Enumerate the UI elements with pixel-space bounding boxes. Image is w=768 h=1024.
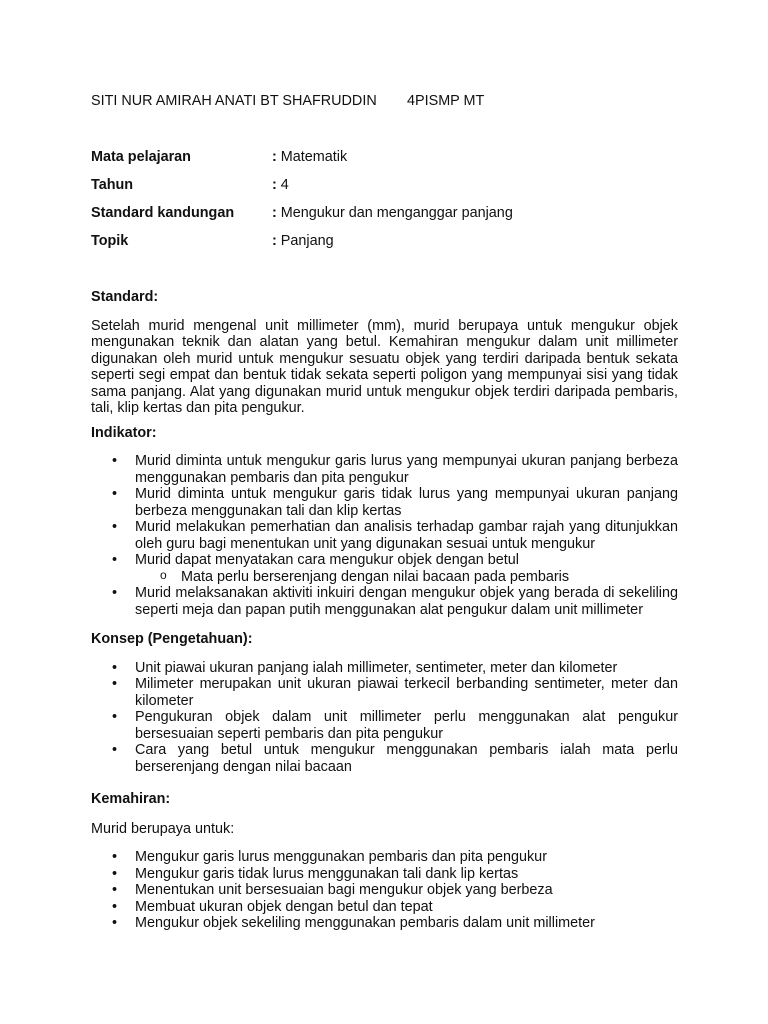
kemahiran-intro: Murid berupaya untuk: [91,820,235,837]
list-item: • Unit piawai ukuran panjang ialah millimeter, sentimeter, meter dan kilometer [91,660,678,677]
list-item: • Murid dapat menyatakan cara mengukur objek dengan betul [91,552,678,569]
student-class: 4PISMP MT [407,93,485,109]
meta-value: Panjang [280,233,334,249]
indikator-list [91,453,678,618]
list-item: • Murid melaksanakan aktiviti inkuiri dengan mengukur objek yang berada di sekeliling seperti meja dan papan putih menggunakan alat pengukur dalam unit millimeter [91,585,678,618]
list-item: • Murid melakukan pemerhatian dan analisis terhadap gambar rajah yang ditunjukkan oleh guru bagi menentukan unit yang digunakan sesuai untuk mengukur [91,519,678,552]
list-item: • Menentukan unit bersesuaian bagi mengukur objek yang berbeza [91,882,678,899]
lesson-meta [91,149,691,261]
meta-separator: : [272,149,277,165]
list-item: • Membuat ukuran objek dengan betul dan tepat [91,899,678,916]
list-item: • Mengukur garis lurus menggunakan pembaris dan pita pengukur [91,849,678,866]
meta-key: Tahun [91,177,134,193]
meta-separator: : [272,233,277,249]
konsep-list [91,660,678,776]
list-item: • Murid diminta untuk mengukur garis tidak lurus yang mempunyai ukuran panjang berbeza menggunakan tali dan klip kertas [91,486,678,519]
meta-row-content-standard [91,205,691,233]
list-item: • Mengukur garis tidak lurus menggunakan tali dank lip kertas [91,866,678,883]
meta-separator: : [272,205,277,221]
meta-row-topic [91,233,691,261]
document-header [91,93,691,110]
list-item: • Cara yang betul untuk mengukur menggunakan pembaris ialah mata perlu berserenjang dengan nilai bacaan [91,742,678,775]
list-item: • Murid diminta untuk mengukur garis lurus yang mempunyai ukuran panjang berbeza menggunakan pembaris dan pita pengukur [91,453,678,486]
meta-key: Mata pelajaran [91,149,191,165]
document-body [91,289,678,932]
kemahiran-list [91,849,678,932]
meta-value: 4 [280,177,289,193]
meta-separator: : [272,177,277,193]
meta-row-subject [91,149,691,177]
section-heading-indikator: Indikator: [91,424,157,441]
meta-key: Standard kandungan [91,205,235,221]
meta-value: Matematik [280,149,348,165]
list-subitem: o Mata perlu berserenjang dengan nilai bacaan pada pembaris [91,569,678,586]
section-heading-konsep: Konsep (Pengetahuan): [91,631,253,647]
meta-key: Topik [91,233,129,249]
list-item: • Pengukuran objek dalam unit millimeter perlu menggunakan alat pengukur bersesuaian seperti pembaris dan pita pengukur [91,709,678,742]
list-item: • Mengukur objek sekeliling menggunakan pembaris dalam unit millimeter [91,915,678,932]
list-item: • Milimeter merupakan unit ukuran piawai terkecil berbanding sentimeter, meter dan kilometer [91,676,678,709]
section-heading-kemahiran: Kemahiran: [91,791,171,807]
section-heading-standard: Standard: [91,289,159,305]
meta-value: Mengukur dan menganggar panjang [280,205,513,221]
student-name: SITI NUR AMIRAH ANATI BT SHAFRUDDIN [91,93,377,109]
standard-paragraph: Setelah murid mengenal unit millimeter (mm), murid berupaya untuk mengukur objek mengunakan teknik dan alatan yang betul. Kemahiran mengukur dalam unit millimeter digunakan oleh murid untuk mengukur sesuatu objek yang terdiri daripada bentuk sekata seperti segi empat dan bentuk tidak sekata seperti poligon yang mempunyai sisi yang tidak sama panjang. Alat yang digunakan murid untuk mengukur objek terdiri daripada pembaris, tali, klip kertas dan pita pengukur. [91,317,678,416]
meta-row-year [91,177,691,205]
